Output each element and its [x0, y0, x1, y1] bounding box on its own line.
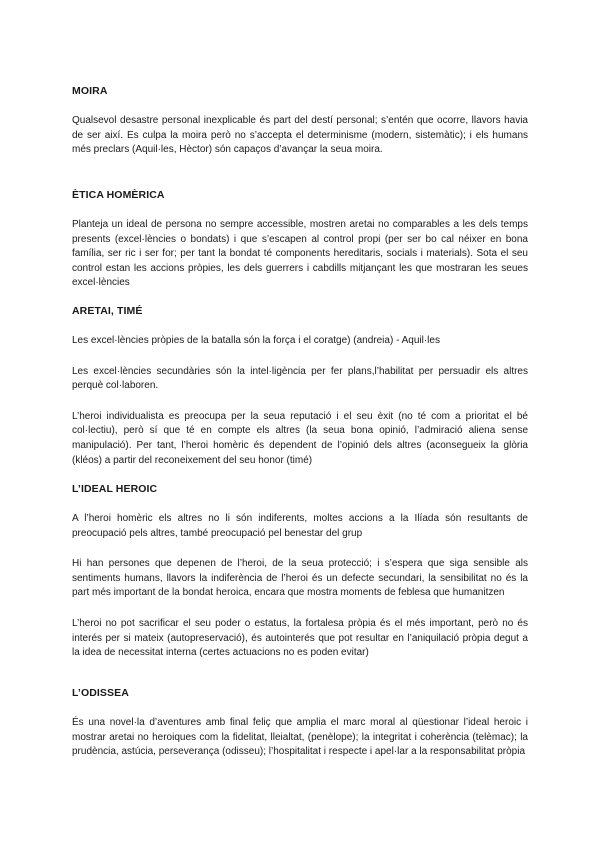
- paragraph-ideal-1: A l’heroi homèric els altres no li són indiferents, moltes accions a la Ilíada són resultants de preocupació pels altres, també preocupació pel benestar del grup: [72, 513, 528, 539]
- section-aretai-time: [72, 304, 528, 484]
- paragraph-etica-1: Planteja un ideal de persona no sempre accessible, mostren aretai no comparables a les dels temps presents (excel·lències o bondats) i que s’escapen al control propi (per ser bo cal néixer en bona família, ser ric i ser for; per tant la bondat té components hereditaris, socials i materials). Sota el seu control estan les accions pròpies, les dels guerrers i cabdills mitjançant les que mostraran les seues excel·lències: [72, 219, 528, 289]
- paragraph-odissea-1: És una novel·la d’aventures amb final feliç que amplia el marc moral al qüestionar l’ideal heroic i mostrar aretai no heroiques com la fidelitat, lleialtat, (penèlope); la integritat i coherència (telèmac); la prudència, astúcia, perseverança (odisseu); l’hospitalitat i respecte i apel·lar a la responsabilitat pròpia: [72, 717, 528, 758]
- section-heading-ideal-heroic: L’IDEAL HEROIC: [72, 483, 158, 495]
- paragraph-ideal-2: Hi han persones que depenen de l’heroi, de la seua protecció; i s’espera que siga sensible als sentiments humans, llavors la indiferència de l’heroi és un defecte secundari, la sensibilitat no és la part més important de la bondat heroica, encara que mostra moments de feblesa que humanitzen: [72, 558, 528, 599]
- paragraph-moira-1: Qualsevol desastre personal inexplicable és part del destí personal; s’entén que ocorre, llavors havia de ser així. Es culpa la moira però no s’accepta el determinisme (modern, sistemàtic); i els humans més preclars (Aquil·les, Hèctor) són capaços d’avançar la seua moira.: [72, 115, 528, 156]
- paragraph-ideal-3: L’heroi no pot sacrificar el seu poder o estatus, la fortalesa pròpia és el més important, però no és interés per si mateix (autopreservació), és autointerés que pot resultar en l’aniquilació pròpia degut a la idea de necessitat interna (certes actuacions no es poden evitar): [72, 617, 528, 659]
- section-etica-homerica: [72, 188, 528, 307]
- paragraph-aretai-1: Les excel·lències pròpies de la batalla són la força i el coratge) (andreia) - Aquil·les: [72, 335, 440, 346]
- section-heading-aretai-time: ARETAI, TIMÉ: [72, 305, 143, 317]
- paragraph-aretai-3: L’heroi individualista es preocupa per la seua reputació i el seu èxit (no té com a prioritat el bé col·lectiu), però sí que té en compte els altres (la seua bona opinió, l’admiració aliena sense manipulació). Per tant, l’heroi homèric és dependent de l’opinió dels altres (aconsegueix la glòria (kléos) a partir del reconeixement del seu honor (timé): [72, 410, 528, 466]
- section-moira: [72, 84, 528, 174]
- paragraph-aretai-2: Les excel·lències secundàries són la intel·ligència per fer plans,l’habilitat per persuadir els altres perquè col·laboren.: [72, 365, 528, 392]
- section-heading-etica-homerica: ÈTICA HOMÈRICA: [72, 189, 165, 201]
- section-heading-odissea: L’ODISSEA: [72, 687, 129, 699]
- section-odissea: [72, 686, 528, 776]
- section-heading-moira: MOIRA: [72, 85, 108, 97]
- section-ideal-heroic: [72, 482, 528, 677]
